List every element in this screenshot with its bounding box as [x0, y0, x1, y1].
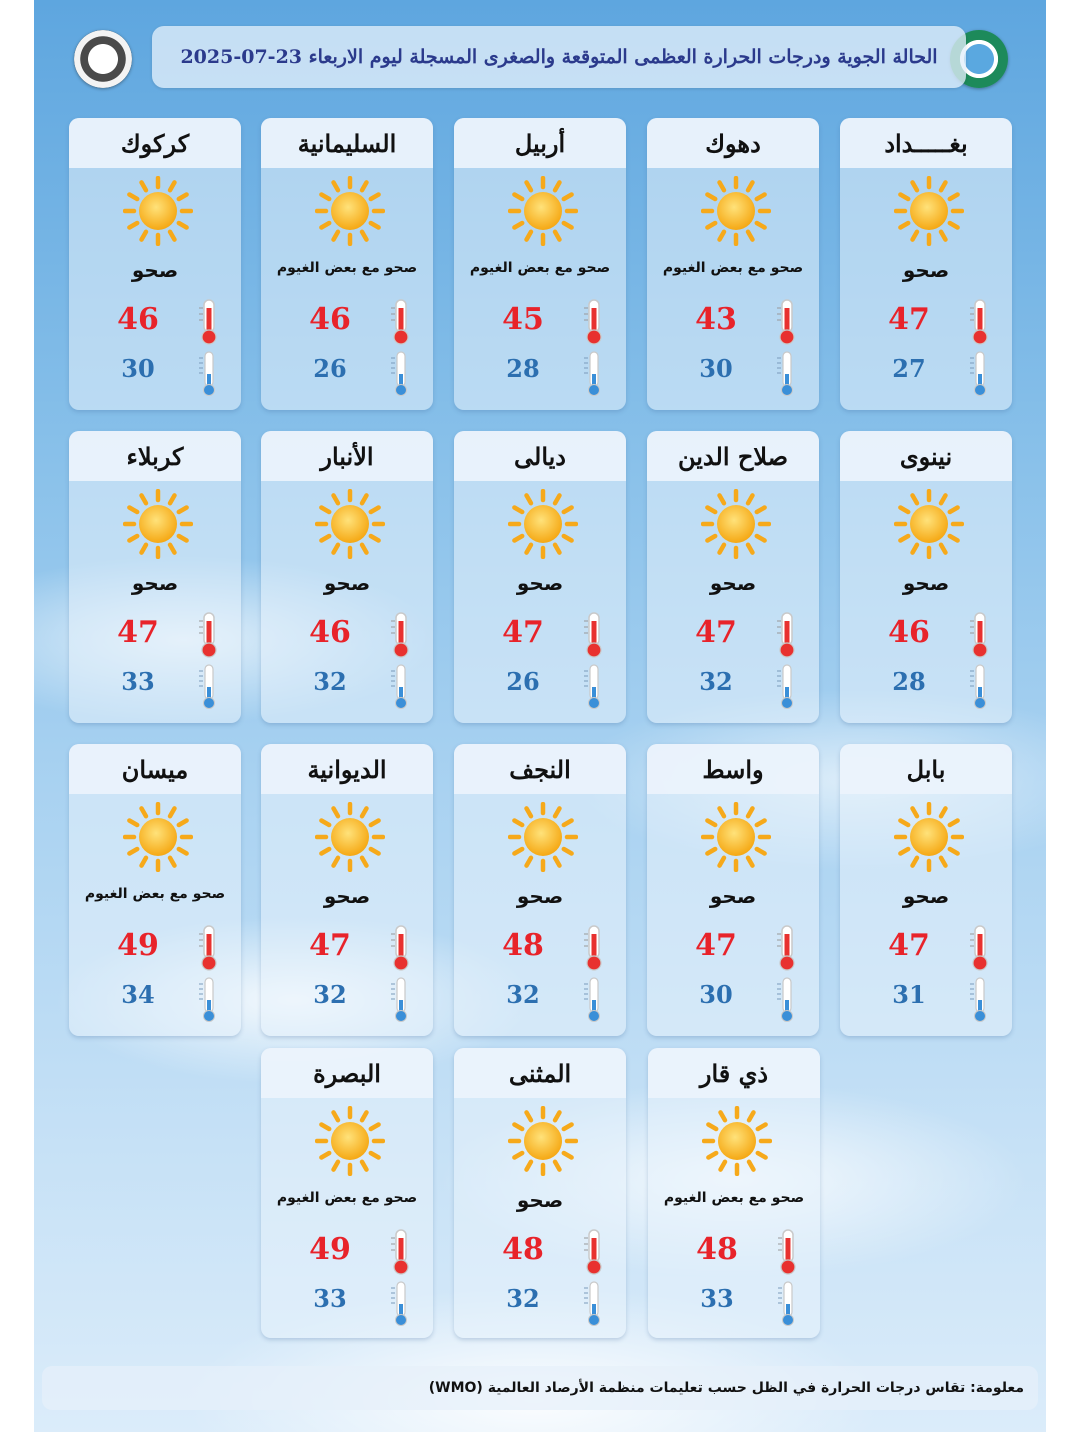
province-card [261, 1048, 433, 1338]
thermometer-hot-icon [389, 298, 413, 346]
province-name: بغـــــداد [884, 128, 968, 158]
min-temperature: 32 [313, 667, 347, 696]
province-header [454, 744, 626, 794]
province-name: نينوى [899, 441, 953, 471]
min-temperature: 30 [699, 354, 733, 383]
province-header [840, 431, 1012, 481]
thermometer-cold-icon [968, 663, 992, 711]
thermometer-cold-icon [582, 1280, 606, 1328]
province-header [69, 431, 241, 481]
thermometer-cold-icon [582, 350, 606, 398]
sun-icon [508, 489, 578, 559]
province-name: صلاح الدين [677, 441, 789, 471]
province-name: ذي قار [699, 1058, 769, 1088]
thermometer-hot-icon [582, 611, 606, 659]
thermometer-cold-icon [389, 350, 413, 398]
thermometer-cold-icon [197, 663, 221, 711]
sun-icon [702, 1106, 772, 1176]
max-temperature: 47 [502, 615, 544, 650]
max-temperature: 46 [309, 302, 351, 337]
province-card [261, 431, 433, 723]
thermometer-hot-icon [582, 924, 606, 972]
thermometer-cold-icon [197, 976, 221, 1024]
max-temperature: 47 [117, 615, 159, 650]
sun-icon [315, 1106, 385, 1176]
thermometer-cold-icon [197, 350, 221, 398]
weather-condition: صحو [516, 1188, 564, 1212]
max-temperature: 47 [888, 302, 930, 337]
min-temperature: 33 [121, 667, 155, 696]
province-name: ديالى [514, 441, 566, 471]
max-temperature: 47 [888, 928, 930, 963]
min-temperature: 27 [892, 354, 926, 383]
max-temperature: 46 [309, 615, 351, 650]
weather-condition: صحو [323, 884, 371, 908]
min-temperature: 33 [700, 1284, 734, 1313]
sun-icon [123, 489, 193, 559]
min-temperature: 28 [892, 667, 926, 696]
province-header [261, 744, 433, 794]
thermometer-cold-icon [389, 976, 413, 1024]
province-card [261, 744, 433, 1036]
thermometer-cold-icon [775, 350, 799, 398]
province-name: كربلاء [126, 441, 184, 471]
province-header [261, 431, 433, 481]
province-header [454, 431, 626, 481]
thermometer-cold-icon [968, 976, 992, 1024]
max-temperature: 48 [502, 1232, 544, 1267]
province-name: البصرة [313, 1058, 381, 1088]
thermometer-hot-icon [582, 1228, 606, 1276]
province-card [454, 118, 626, 410]
max-temperature: 48 [502, 928, 544, 963]
min-temperature: 30 [121, 354, 155, 383]
max-temperature: 47 [695, 615, 737, 650]
thermometer-hot-icon [389, 924, 413, 972]
min-temperature: 31 [892, 980, 926, 1009]
weather-condition: صحو [516, 571, 564, 595]
province-name: دهوك [705, 128, 761, 158]
thermometer-cold-icon [968, 350, 992, 398]
thermometer-hot-icon [582, 298, 606, 346]
province-header [454, 1048, 626, 1098]
sun-icon [315, 176, 385, 246]
province-card [647, 431, 819, 723]
province-card [454, 431, 626, 723]
province-name: كركوك [120, 128, 190, 158]
weather-condition: صحو مع بعض الغيوم [663, 1190, 805, 1206]
province-header [840, 118, 1012, 168]
sun-icon [123, 802, 193, 872]
min-temperature: 26 [506, 667, 540, 696]
province-card [454, 744, 626, 1036]
province-card [840, 118, 1012, 410]
thermometer-hot-icon [197, 924, 221, 972]
weather-condition: صحو [709, 571, 757, 595]
thermometer-hot-icon [775, 611, 799, 659]
province-header [647, 118, 819, 168]
thermometer-hot-icon [389, 611, 413, 659]
max-temperature: 43 [695, 302, 737, 337]
province-header [647, 744, 819, 794]
thermometer-hot-icon [968, 298, 992, 346]
province-name: بابل [906, 754, 946, 784]
min-temperature: 28 [506, 354, 540, 383]
province-name: المثنى [508, 1058, 572, 1088]
max-temperature: 49 [309, 1232, 351, 1267]
thermometer-cold-icon [389, 663, 413, 711]
weather-condition: صحو مع بعض الغيوم [84, 886, 226, 902]
province-card [840, 431, 1012, 723]
sun-icon [315, 489, 385, 559]
province-header [261, 1048, 433, 1098]
province-card [648, 1048, 820, 1338]
min-temperature: 33 [313, 1284, 347, 1313]
thermometer-cold-icon [389, 1280, 413, 1328]
weather-condition: صحو [902, 258, 950, 282]
province-card [261, 118, 433, 410]
province-card [454, 1048, 626, 1338]
min-temperature: 32 [699, 667, 733, 696]
weather-condition: صحو [902, 884, 950, 908]
sun-icon [508, 176, 578, 246]
thermometer-hot-icon [389, 1228, 413, 1276]
province-card [69, 118, 241, 410]
province-header [840, 744, 1012, 794]
max-temperature: 47 [309, 928, 351, 963]
weather-condition: صحو مع بعض الغيوم [662, 260, 804, 276]
province-name: الأنبار [320, 441, 374, 471]
thermometer-hot-icon [968, 611, 992, 659]
weather-condition: صحو [709, 884, 757, 908]
thermometer-cold-icon [582, 663, 606, 711]
weather-condition: صحو [131, 571, 179, 595]
thermometer-hot-icon [775, 298, 799, 346]
province-card [647, 744, 819, 1036]
thermometer-cold-icon [775, 976, 799, 1024]
weather-poster [34, 0, 1046, 1432]
province-card [69, 431, 241, 723]
province-header [261, 118, 433, 168]
max-temperature: 46 [888, 615, 930, 650]
max-temperature: 49 [117, 928, 159, 963]
province-header [69, 744, 241, 794]
province-name: الديوانية [307, 754, 387, 784]
broadcast-logo [74, 30, 132, 88]
min-temperature: 30 [699, 980, 733, 1009]
province-name: أربيل [514, 128, 566, 158]
sun-icon [894, 802, 964, 872]
thermometer-cold-icon [775, 663, 799, 711]
weather-condition: صحو [323, 571, 371, 595]
weather-condition: صحو مع بعض الغيوم [276, 260, 418, 276]
thermometer-hot-icon [776, 1228, 800, 1276]
thermometer-hot-icon [968, 924, 992, 972]
max-temperature: 45 [502, 302, 544, 337]
min-temperature: 32 [313, 980, 347, 1009]
weather-condition: صحو [902, 571, 950, 595]
title-banner [152, 26, 966, 88]
sun-icon [701, 176, 771, 246]
weather-condition: صحو [131, 258, 179, 282]
info-note-bar [42, 1366, 1038, 1410]
max-temperature: 48 [696, 1232, 738, 1267]
sun-icon [315, 802, 385, 872]
province-name: السليمانية [297, 128, 397, 158]
thermometer-hot-icon [197, 611, 221, 659]
sun-icon [508, 802, 578, 872]
province-name: واسط [702, 754, 764, 784]
sun-icon [508, 1106, 578, 1176]
sun-icon [701, 802, 771, 872]
weather-condition: صحو [516, 884, 564, 908]
province-name: النجف [509, 754, 571, 784]
province-header [648, 1048, 820, 1098]
province-name: ميسان [121, 754, 189, 784]
province-header [647, 431, 819, 481]
min-temperature: 26 [313, 354, 347, 383]
info-note: معلومة: تقاس درجات الحرارة في الظل حسب تعليمات منظمة الأرصاد العالمية (WMO) [428, 1380, 1024, 1396]
province-header [69, 118, 241, 168]
thermometer-hot-icon [197, 298, 221, 346]
weather-condition: صحو مع بعض الغيوم [469, 260, 611, 276]
page-title: الحالة الجوية ودرجات الحرارة العظمى المتوقعة والصغرى المسجلة ليوم الاربعاء 23-07-2025 [180, 46, 938, 68]
province-card [647, 118, 819, 410]
min-temperature: 32 [506, 1284, 540, 1313]
province-card [69, 744, 241, 1036]
max-temperature: 47 [695, 928, 737, 963]
thermometer-cold-icon [776, 1280, 800, 1328]
min-temperature: 32 [506, 980, 540, 1009]
sun-icon [894, 176, 964, 246]
province-card [840, 744, 1012, 1036]
sun-icon [701, 489, 771, 559]
sun-icon [123, 176, 193, 246]
province-header [454, 118, 626, 168]
min-temperature: 34 [121, 980, 155, 1009]
thermometer-hot-icon [775, 924, 799, 972]
weather-condition: صحو مع بعض الغيوم [276, 1190, 418, 1206]
thermometer-cold-icon [582, 976, 606, 1024]
sun-icon [894, 489, 964, 559]
max-temperature: 46 [117, 302, 159, 337]
